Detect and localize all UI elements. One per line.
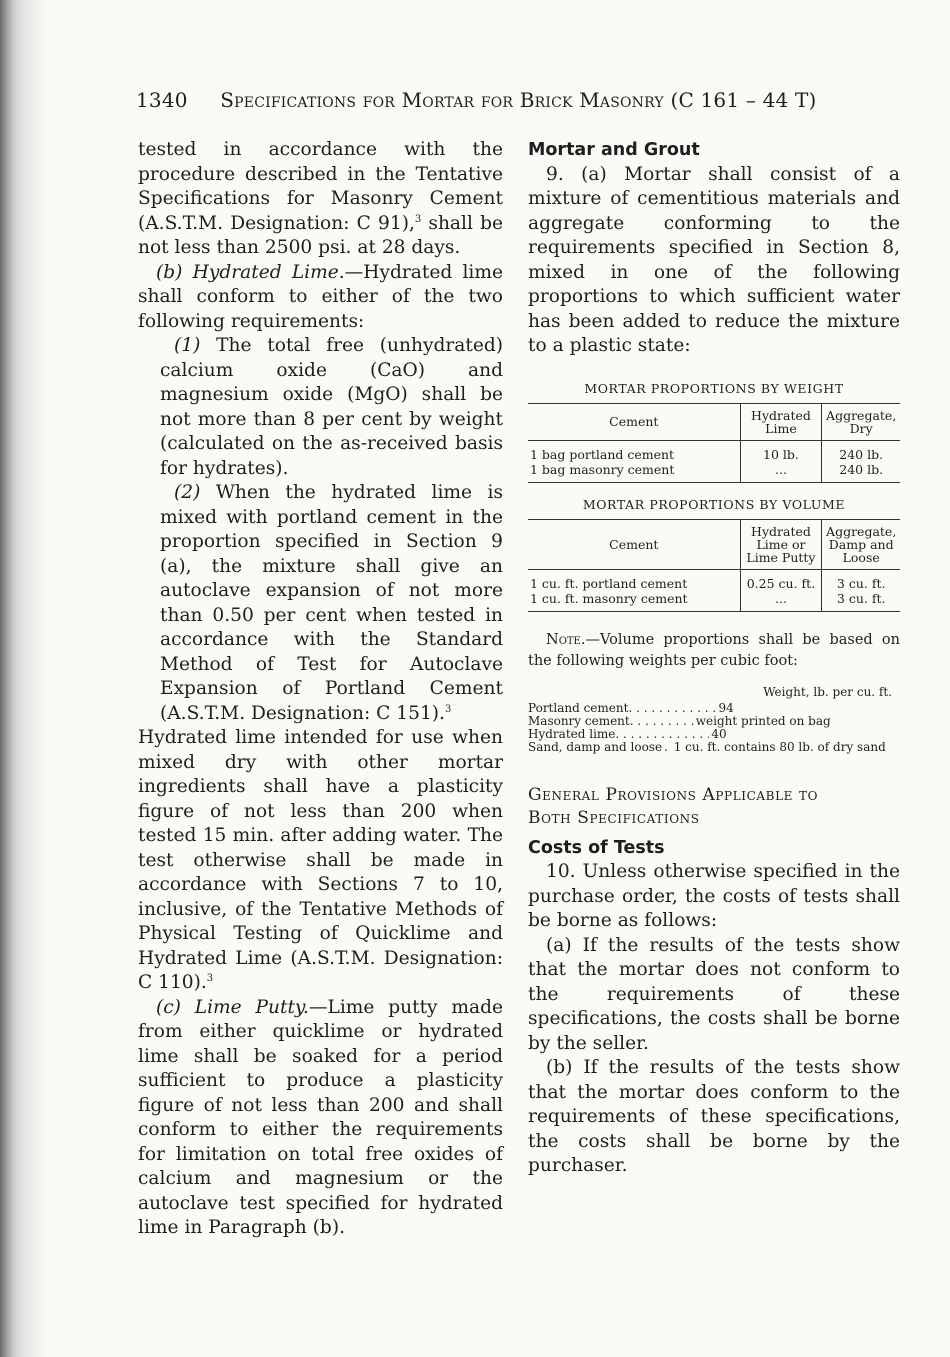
table-cell: ... <box>740 462 822 483</box>
paragraph-continued: tested in accordance with the procedure described in the Tentative Specifications for Masonry Cement (A.S.T.M. Designation: C 91),$^3$ shall be not less than 2500 psi. at 28 days. <box>138 139 503 258</box>
table-cell: 1 bag masonry cement <box>530 461 675 477</box>
table-cell: 0.25 cu. ft. <box>740 569 822 591</box>
designation: (C 161 – 44 T) <box>670 88 817 112</box>
right-column <box>528 138 900 1179</box>
note-volume: Note.—Volume proportions shall be based on the following weights per cubic foot: <box>528 631 900 669</box>
weights-table <box>528 686 900 754</box>
weights-row: Portland cement . . . 94 <box>528 702 900 715</box>
footnote-ref: 3 <box>414 213 422 225</box>
table-row <box>528 569 900 591</box>
page-number: 1340 <box>136 88 188 112</box>
paragraph-10b: (b) If the results of the tests show that the mortar does conform to the requirements of these specifications, the costs shall be borne by the purchaser. <box>528 1057 900 1176</box>
table-header: Cement <box>609 536 659 552</box>
table-volume-title: MORTAR PROPORTIONS BY VOLUME <box>582 496 846 512</box>
table-cell: ... <box>740 591 822 612</box>
weights-row: Hydrated lime . . . 40 <box>528 728 900 741</box>
table-proportions-weight <box>528 403 900 483</box>
heading-mortar-grout: Mortar and Grout <box>528 140 700 160</box>
weights-row: Sand, damp and loose . 1 cu. ft. contains 80 lb. of dry sand <box>528 740 886 754</box>
lime-putty-title: Lime Putty. <box>194 996 309 1018</box>
requirement-2: (2) When the hydrated lime is mixed with portland cement in the proportion specified in Section 9 (a), the mixture shall give an autoclave expansion of not more than 0.50 per cent when tested in accordance with the Standard Method of Test for Autoclave Expansion of Portland Cement (A.S.T.M. Designation: C 151).$^3$ <box>160 482 503 724</box>
note-label: Note. <box>546 631 586 648</box>
paragraph-section-9: 9. (a) Mortar shall consist of a mixture of cementitious materials and aggregate conforming to the requirements specified in Section 8, mixed in one of the following proportions to which sufficient water has been added to reduce the mixture to a plastic state: <box>528 163 900 356</box>
page-title: Specifications for Mortar for Brick Masonry <box>220 88 664 112</box>
hydrated-lime-title: Hydrated Lime. <box>192 261 345 283</box>
table-weight-title: MORTAR PROPORTIONS BY WEIGHT <box>584 380 844 396</box>
heading-costs-of-tests: Costs of Tests <box>528 837 665 858</box>
requirement-1: (1) The total free (unhydrated) calcium oxide (CaO) and magnesium oxide (MgO) shall be not more than 8 per cent by weight (calculated on the as-received basis for hydrates). <box>160 335 503 479</box>
table-header: Aggregate, Dry <box>822 403 900 440</box>
paragraph-hydrated-lime: (b) Hydrated Lime.—Hydrated lime shall conform to either of the two following requirements: <box>138 261 503 332</box>
weights-header: Weight, lb. per cu. ft. <box>763 684 892 699</box>
table-header: Hydrated Lime <box>740 403 822 440</box>
paragraph-lime-putty: (c) Lime Putty.—Lime putty made from either quicklime or hydrated lime shall be soaked for a period sufficient to produce a plasticity figure of not less than 200 and shall conform to either the requirements for limitation on total free oxides of calcium and magnesium or the autoclave test specified for hydrated lime in Paragraph (b). <box>138 996 503 1238</box>
table-row <box>528 591 900 612</box>
paragraph-10a: (a) If the results of the tests show that the mortar does not conform to the requirements of these specifications, the costs shall be borne by the seller. <box>528 934 900 1054</box>
general-provisions-heading: General Provisions Applicable to <box>528 784 819 805</box>
table-cell: 10 lb. <box>740 440 822 462</box>
table-cell: 3 cu. ft. <box>822 569 900 591</box>
table-header: Cement <box>609 414 659 429</box>
book-binding-shadow <box>0 0 48 1357</box>
footnote-ref: 3 <box>206 972 214 984</box>
table-proportions-volume <box>528 519 900 612</box>
table-cell: 1 cu. ft. portland cement <box>530 575 688 591</box>
table-header: Hydrated Lime or Lime Putty <box>740 519 822 569</box>
table-cell: 3 cu. ft. <box>822 591 900 612</box>
footnote-ref: 3 <box>444 703 452 715</box>
table-row <box>528 440 900 462</box>
table-cell: 240 lb. <box>822 440 900 462</box>
general-provisions-subheading: Both Specifications <box>528 807 700 828</box>
weights-row: Masonry cement . . . weight printed on bag <box>528 715 900 728</box>
left-column <box>138 138 503 1241</box>
paragraph-plasticity: Hydrated lime intended for use when mixed dry with other mortar ingredients shall have a plasticity figure of not less than 200 when tested 15 min. after adding water. The test otherwise shall be made in accordance with Sections 7 to 10, inclusive, of the Tentative Methods of Physical Testing of Quicklime and Hydrated Lime (A.S.T.M. Designation: C 110).$^3$ <box>138 727 503 993</box>
table-cell: 1 bag portland cement <box>530 446 675 462</box>
table-cell: 240 lb. <box>822 462 900 483</box>
table-header: Aggregate, Damp and Loose <box>822 519 900 569</box>
paragraph-section-10: 10. Unless otherwise specified in the purchase order, the costs of tests shall be borne as follows: <box>528 861 900 931</box>
table-row <box>528 462 900 483</box>
table-cell: 1 cu. ft. masonry cement <box>530 590 688 606</box>
running-head <box>136 88 856 112</box>
